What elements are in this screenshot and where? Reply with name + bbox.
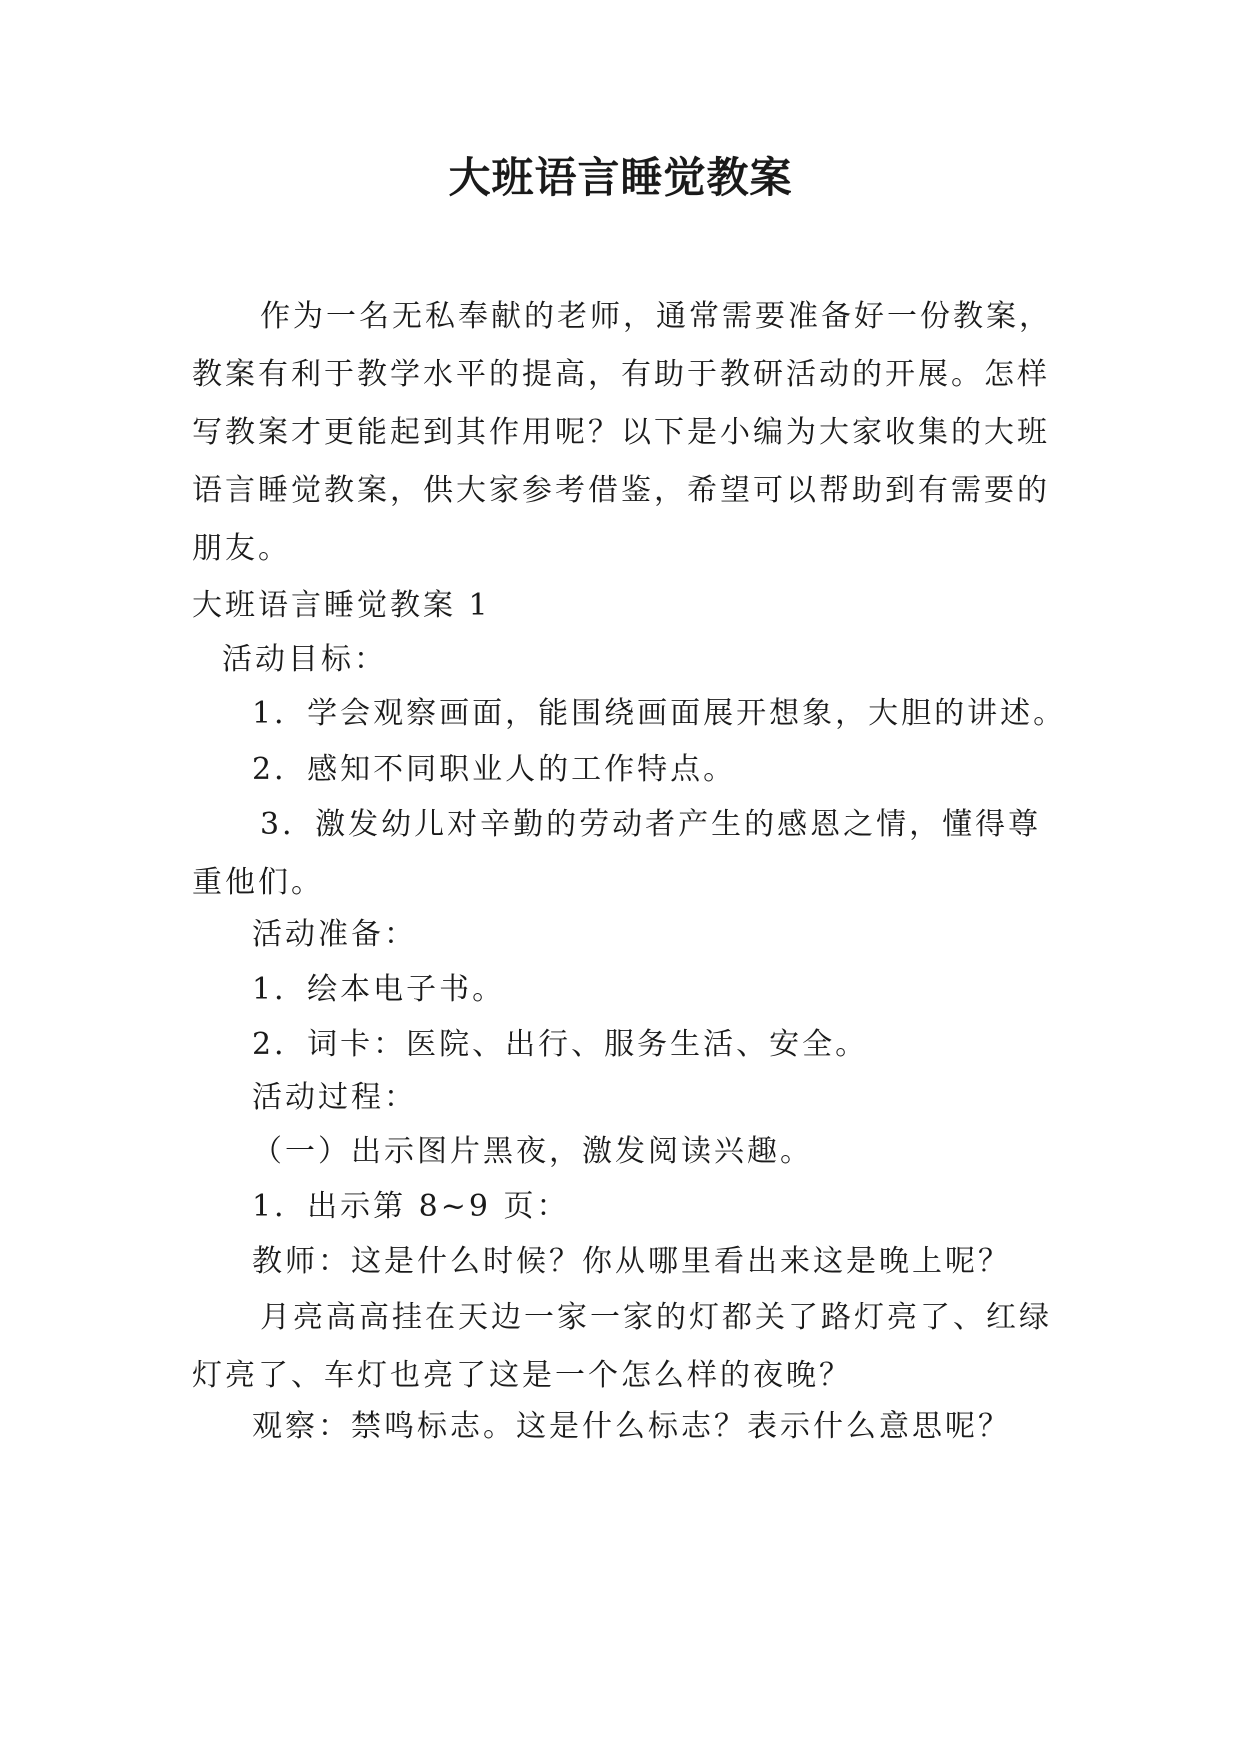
observe-line: 观察：禁鸣标志。这是什么标志？表示什么意思呢？ [252, 1409, 1011, 1444]
prep-label: 活动准备： [252, 917, 417, 952]
prep-item-2: 2．词卡：医院、出行、服务生活、安全。 [252, 1027, 869, 1062]
prep-item-1: 1．绘本电子书。 [252, 972, 506, 1007]
goal-item-2: 2．感知不同职业人的工作特点。 [252, 752, 737, 787]
scene-description: 月亮高高挂在天边一家一家的灯都关了路灯亮了、红绿灯亮了、车灯也亮了这是一个怎么样的夜晚？ [192, 1300, 1052, 1393]
goals-label: 活动目标： [222, 642, 387, 677]
process-label: 活动过程： [252, 1080, 417, 1115]
section-heading: 大班语言睡觉教案 1 [192, 588, 491, 623]
teacher-question: 教师：这是什么时候？你从哪里看出来这是晚上呢？ [252, 1244, 1011, 1279]
goal-item-1: 1．学会观察画面，能围绕画面展开想象，大胆的讲述。 [252, 696, 1067, 731]
process-step-1-1: 1．出示第 8~9 页： [252, 1189, 570, 1224]
document-title: 大班语言睡觉教案 [448, 153, 793, 202]
goal-item-3: 3．激发幼儿对辛勤的劳动者产生的感恩之情，懂得尊重他们。 [192, 807, 1042, 900]
process-step-1: （一）出示图片黑夜，激发阅读兴趣。 [252, 1134, 813, 1169]
intro-paragraph: 作为一名无私奉献的老师，通常需要准备好一份教案，教案有利于教学水平的提高，有助于教研活动的开展。怎样写教案才更能起到其作用呢？以下是小编为大家收集的大班语言睡觉教案，供大家参考借鉴，希望可以帮助到有需要的朋友。 [192, 299, 1052, 566]
